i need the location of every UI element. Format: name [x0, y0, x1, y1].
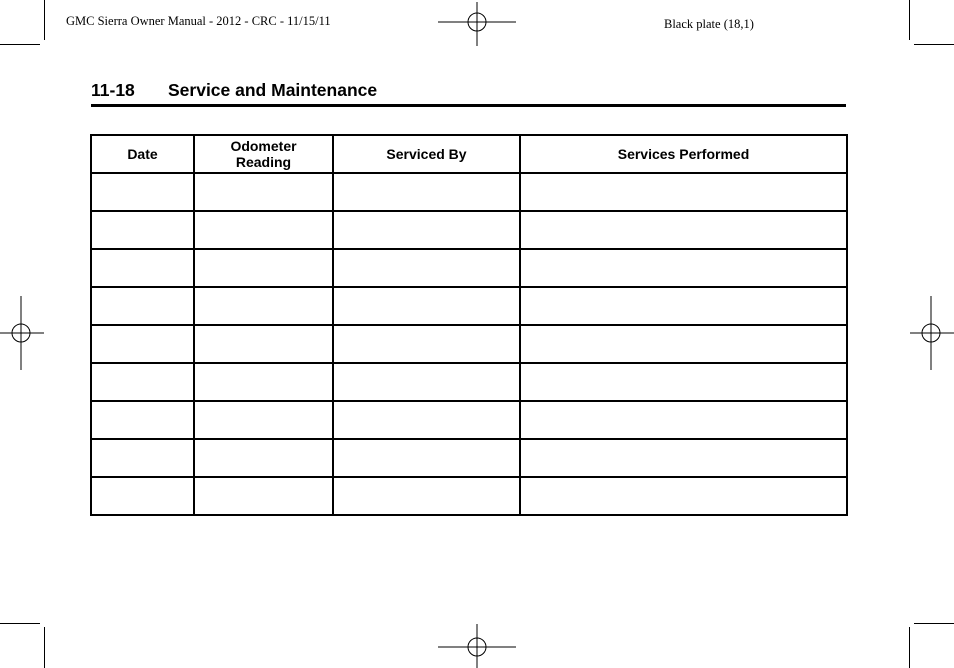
registration-mark-top-icon — [438, 2, 516, 46]
registration-mark-right-icon — [910, 296, 954, 370]
print-header-left: GMC Sierra Owner Manual - 2012 - CRC - 11/15/11 — [66, 14, 331, 28]
table-row — [91, 439, 847, 477]
crop-mark-top-right-horizontal — [914, 44, 954, 45]
column-header-services-performed — [520, 135, 847, 173]
table-cell — [333, 249, 520, 287]
column-header-odometer-line2: Reading — [235, 154, 292, 170]
table-cell — [333, 401, 520, 439]
column-header-serviced-by — [333, 135, 520, 173]
maintenance-log-table — [90, 134, 848, 516]
table-cell — [520, 287, 847, 325]
table-cell — [520, 211, 847, 249]
table-row — [91, 363, 847, 401]
table-row — [91, 211, 847, 249]
table-cell — [520, 363, 847, 401]
table-cell — [194, 401, 333, 439]
column-header-services-performed-text: Services Performed — [617, 146, 750, 162]
registration-mark-left-icon — [0, 296, 44, 370]
table-cell — [194, 173, 333, 211]
crop-mark-bottom-left-horizontal — [0, 623, 40, 624]
table-cell — [520, 477, 847, 515]
table-cell — [194, 363, 333, 401]
table-cell — [194, 477, 333, 515]
table-cell — [194, 325, 333, 363]
table-cell — [91, 477, 194, 515]
table-cell — [194, 249, 333, 287]
print-header-right: Black plate (18,1) — [664, 17, 754, 31]
table-cell — [333, 173, 520, 211]
table-cell — [333, 439, 520, 477]
table-cell — [333, 363, 520, 401]
table-cell — [91, 401, 194, 439]
table-row — [91, 173, 847, 211]
crop-mark-top-left-horizontal — [0, 44, 40, 45]
table-cell — [91, 325, 194, 363]
table-row — [91, 249, 847, 287]
table-row — [91, 325, 847, 363]
table-cell — [520, 173, 847, 211]
table-cell — [194, 211, 333, 249]
table-cell — [520, 401, 847, 439]
column-header-odometer — [194, 135, 333, 173]
table-cell — [91, 211, 194, 249]
section-title: Service and Maintenance — [168, 80, 378, 100]
table-header-row — [91, 135, 847, 173]
crop-mark-bottom-left-vertical — [44, 627, 45, 668]
table-cell — [91, 249, 194, 287]
table-cell — [91, 173, 194, 211]
page-number: 11-18 — [91, 80, 135, 100]
table-cell — [520, 249, 847, 287]
table-cell — [91, 363, 194, 401]
crop-mark-top-right-vertical — [909, 0, 910, 40]
table-row — [91, 287, 847, 325]
table-row — [91, 401, 847, 439]
crop-mark-bottom-right-vertical — [909, 627, 910, 668]
table-cell — [91, 287, 194, 325]
table-cell — [194, 287, 333, 325]
table-cell — [520, 439, 847, 477]
table-cell — [333, 477, 520, 515]
crop-mark-top-left-vertical — [44, 0, 45, 40]
registration-mark-bottom-icon — [438, 624, 516, 668]
table-cell — [333, 211, 520, 249]
table-cell — [91, 439, 194, 477]
column-header-serviced-by-text: Serviced By — [386, 146, 467, 162]
crop-mark-bottom-right-horizontal — [914, 623, 954, 624]
table-cell — [194, 439, 333, 477]
section-heading — [91, 80, 846, 107]
column-header-date-text: Date — [127, 146, 158, 162]
table-cell — [333, 287, 520, 325]
table-cell — [333, 325, 520, 363]
table-row — [91, 477, 847, 515]
table-cell — [520, 325, 847, 363]
column-header-date — [91, 135, 194, 173]
column-header-odometer-line1: Odometer — [230, 138, 297, 154]
